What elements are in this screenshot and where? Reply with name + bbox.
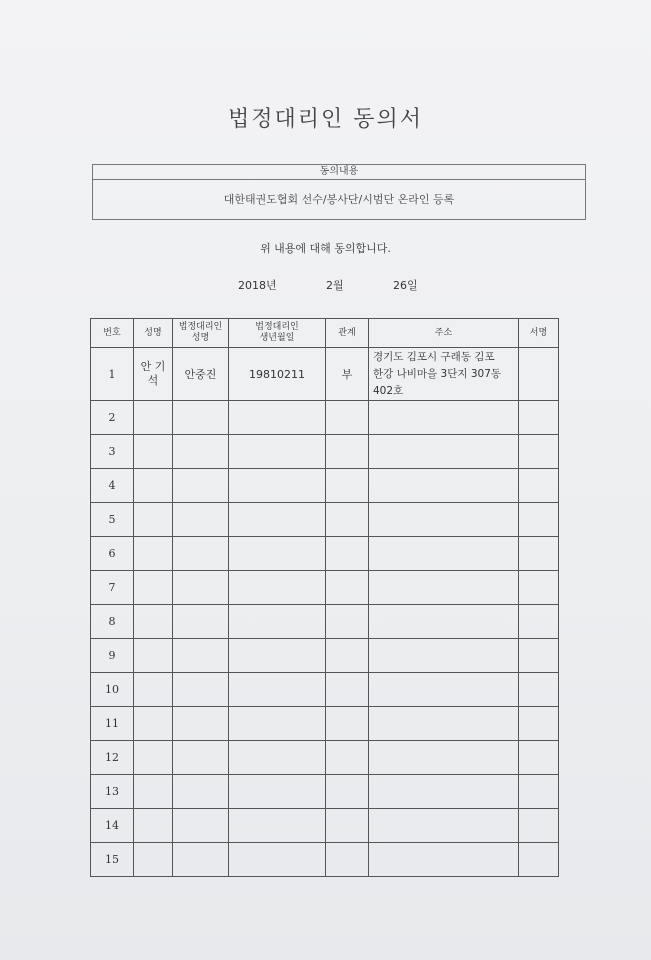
document-title: 법정대리인 동의서 — [227, 107, 423, 132]
guardian-birthdate-cell: 19810211 — [229, 348, 326, 401]
guardian-birthdate-cell — [229, 503, 326, 537]
address-cell — [369, 775, 519, 809]
relation-cell — [326, 435, 369, 469]
guardian-name-cell — [173, 435, 229, 469]
signature-cell — [519, 348, 559, 401]
row-number-cell: 11 — [91, 707, 134, 741]
guardian-birthdate-cell — [229, 401, 326, 435]
table-row — [91, 775, 559, 809]
signature-cell — [519, 809, 559, 843]
guardian-birthdate-cell — [229, 537, 326, 571]
guardian-name-cell — [173, 707, 229, 741]
guardian-name-cell — [173, 809, 229, 843]
guardian-name-cell — [173, 401, 229, 435]
guardian-birthdate-cell — [229, 741, 326, 775]
address-cell — [369, 469, 519, 503]
signature-cell — [519, 435, 559, 469]
table-row — [91, 435, 559, 469]
student-name-cell — [134, 435, 173, 469]
guardian-birthdate-cell — [229, 639, 326, 673]
student-name-cell — [134, 605, 173, 639]
student-name-cell — [134, 843, 173, 877]
relation-cell — [326, 809, 369, 843]
address-cell — [369, 435, 519, 469]
header-signature: 서명 — [519, 319, 559, 348]
header-name: 성명 — [134, 319, 173, 348]
guardian-table — [90, 318, 559, 877]
guardian-name-cell: 안중진 — [173, 348, 229, 401]
address-cell — [369, 843, 519, 877]
row-number-cell: 14 — [91, 809, 134, 843]
header-address: 주소 — [369, 319, 519, 348]
table-row — [91, 503, 559, 537]
table-header-row — [91, 319, 559, 348]
address-cell — [369, 605, 519, 639]
row-number-cell: 12 — [91, 741, 134, 775]
table-row — [91, 741, 559, 775]
signature-cell — [519, 469, 559, 503]
table-row — [91, 843, 559, 877]
relation-cell — [326, 469, 369, 503]
table-row — [91, 537, 559, 571]
row-number-cell: 2 — [91, 401, 134, 435]
signature-cell — [519, 605, 559, 639]
guardian-birthdate-cell — [229, 673, 326, 707]
guardian-name-cell — [173, 503, 229, 537]
date-year: 2018년 — [238, 279, 277, 292]
consent-box — [92, 164, 586, 220]
student-name-cell — [134, 707, 173, 741]
student-name-cell — [134, 775, 173, 809]
signature-cell — [519, 843, 559, 877]
student-name-cell — [134, 673, 173, 707]
guardian-name-cell — [173, 843, 229, 877]
guardian-birthdate-cell — [229, 571, 326, 605]
student-name-cell — [134, 809, 173, 843]
table-row — [91, 707, 559, 741]
relation-cell — [326, 741, 369, 775]
table-row — [91, 348, 559, 401]
row-number-cell: 7 — [91, 571, 134, 605]
student-name-cell — [134, 639, 173, 673]
guardian-birthdate-cell — [229, 469, 326, 503]
relation-cell — [326, 775, 369, 809]
address-cell — [369, 741, 519, 775]
address-cell — [369, 571, 519, 605]
student-name-cell — [134, 503, 173, 537]
row-number-cell: 8 — [91, 605, 134, 639]
row-number-cell: 1 — [91, 348, 134, 401]
table-row — [91, 673, 559, 707]
row-number-cell: 15 — [91, 843, 134, 877]
relation-cell — [326, 537, 369, 571]
guardian-birthdate-cell — [229, 605, 326, 639]
row-number-cell: 4 — [91, 469, 134, 503]
relation-cell — [326, 673, 369, 707]
address-cell — [369, 673, 519, 707]
guardian-name-cell — [173, 605, 229, 639]
student-name-cell — [134, 401, 173, 435]
row-number-cell: 6 — [91, 537, 134, 571]
table-row — [91, 571, 559, 605]
relation-cell — [326, 707, 369, 741]
address-cell — [369, 707, 519, 741]
address-cell: 경기도 김포시 구래동 김포 한강 나비마을 3단지 307동 402호 — [369, 348, 519, 401]
guardian-birthdate-cell — [229, 809, 326, 843]
row-number-cell: 13 — [91, 775, 134, 809]
table-row — [91, 809, 559, 843]
signature-cell — [519, 775, 559, 809]
guardian-name-cell — [173, 537, 229, 571]
header-relation: 관계 — [326, 319, 369, 348]
table-row — [91, 605, 559, 639]
signature-cell — [519, 401, 559, 435]
guardian-birthdate-cell — [229, 775, 326, 809]
relation-cell — [326, 639, 369, 673]
signature-cell — [519, 741, 559, 775]
guardian-birthdate-cell — [229, 435, 326, 469]
signature-cell — [519, 673, 559, 707]
student-name-cell — [134, 571, 173, 605]
row-number-cell: 10 — [91, 673, 134, 707]
row-number-cell: 3 — [91, 435, 134, 469]
address-cell — [369, 809, 519, 843]
relation-cell — [326, 401, 369, 435]
date-day: 26일 — [393, 279, 418, 292]
student-name-cell — [134, 469, 173, 503]
guardian-name-cell — [173, 673, 229, 707]
student-name-cell — [134, 537, 173, 571]
consent-content: 대한태권도협회 선수/봉사단/시범단 온라인 등록 — [223, 193, 455, 206]
agree-statement: 위 내용에 대해 동의합니다. — [260, 242, 391, 255]
header-guardian-name: 법정대리인 성명 — [173, 319, 229, 348]
guardian-birthdate-cell — [229, 843, 326, 877]
signature-cell — [519, 571, 559, 605]
student-name-cell — [134, 741, 173, 775]
relation-cell: 부 — [326, 348, 369, 401]
signature-cell — [519, 537, 559, 571]
address-cell — [369, 639, 519, 673]
relation-cell — [326, 503, 369, 537]
guardian-name-cell — [173, 571, 229, 605]
address-cell — [369, 401, 519, 435]
guardian-name-cell — [173, 639, 229, 673]
signature-cell — [519, 503, 559, 537]
guardian-name-cell — [173, 741, 229, 775]
relation-cell — [326, 571, 369, 605]
guardian-name-cell — [173, 469, 229, 503]
table-row — [91, 469, 559, 503]
address-cell — [369, 537, 519, 571]
date-month: 2월 — [326, 279, 344, 292]
signature-cell — [519, 707, 559, 741]
guardian-name-cell — [173, 775, 229, 809]
header-no: 번호 — [91, 319, 134, 348]
signature-cell — [519, 639, 559, 673]
relation-cell — [326, 843, 369, 877]
header-guardian-birth: 법정대리인 생년월일 — [229, 319, 326, 348]
table-row — [91, 639, 559, 673]
guardian-birthdate-cell — [229, 707, 326, 741]
table-row — [91, 401, 559, 435]
address-cell — [369, 503, 519, 537]
row-number-cell: 9 — [91, 639, 134, 673]
student-name-cell: 안 기 석 — [134, 348, 173, 401]
consent-header: 동의내용 — [93, 165, 585, 180]
relation-cell — [326, 605, 369, 639]
row-number-cell: 5 — [91, 503, 134, 537]
